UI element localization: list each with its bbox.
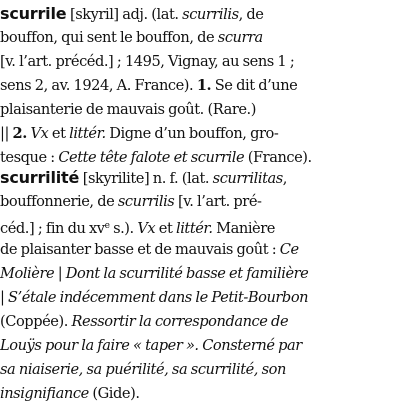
text-segment: scurrilis xyxy=(182,6,239,23)
text-segment: bouffonnerie, de xyxy=(0,193,118,210)
headword: scurrile xyxy=(0,4,67,23)
text-segment: || xyxy=(0,125,13,142)
text-segment: (France). xyxy=(244,149,312,166)
text-segment: insignifiance xyxy=(0,385,89,402)
text-segment: littér. xyxy=(175,220,213,237)
entry-line xyxy=(0,2,401,26)
text-segment: Ce xyxy=(279,241,299,258)
entry-line xyxy=(0,262,401,286)
entry-line xyxy=(0,334,401,358)
text-segment: Digne d’un bouffon, gro- xyxy=(105,125,279,142)
entry-line xyxy=(0,50,401,74)
text-segment: céd.] ; fin du xv xyxy=(0,220,105,237)
entry-line xyxy=(0,382,401,406)
entry-line xyxy=(0,74,401,98)
text-segment: Manière xyxy=(212,220,275,237)
text-segment: Se dit d’une xyxy=(211,77,298,94)
entry-line xyxy=(0,358,401,382)
text-segment: sens 2, av. 1924, A. France). xyxy=(0,77,197,94)
text-segment: Louÿs pour la faire « taper ». Consterné par xyxy=(0,337,302,354)
text-segment: [skyril] adj. (lat. xyxy=(66,6,183,23)
text-segment: e xyxy=(104,221,110,231)
text-segment: scurra xyxy=(217,29,263,46)
headword: scurrilité xyxy=(0,168,80,187)
entry-line xyxy=(0,310,401,334)
entry-line xyxy=(0,26,401,50)
text-segment: 1. xyxy=(196,77,212,94)
text-segment: littér. xyxy=(69,125,106,142)
text-segment: sa niaiserie, sa puérilité, sa scurrilité, son xyxy=(0,361,286,378)
text-segment: (Gide). xyxy=(88,385,140,402)
text-segment: bouffon, qui sent le bouffon, de xyxy=(0,29,218,46)
text-segment: scurrilitas xyxy=(212,170,283,187)
text-segment: de plaisanter basse et de mauvais goût : xyxy=(0,241,280,258)
entry-line xyxy=(0,214,401,238)
text-segment: et xyxy=(48,125,70,142)
text-segment: [v. l’art. précéd.] ; 1495, Vignay, au sens 1 ; xyxy=(0,53,295,70)
entry-line xyxy=(0,166,401,190)
entry-line xyxy=(0,122,401,146)
text-segment: | S’étale indécemment dans le Petit-Bourbon xyxy=(0,289,309,306)
text-segment: Ressortir la correspondance de xyxy=(71,313,289,330)
entry-line xyxy=(0,238,401,262)
text-segment: , de xyxy=(238,6,264,23)
text-segment: et xyxy=(155,220,176,237)
text-segment: tesque : xyxy=(0,149,59,166)
text-segment: Molière | Dont la scurrilité basse et familière xyxy=(0,265,309,282)
text-segment: s.). xyxy=(109,220,138,237)
text-segment: scurrilis xyxy=(117,193,175,210)
entry-line xyxy=(0,98,401,122)
text-segment: Vx xyxy=(137,220,156,237)
text-segment: Cette tête falote et scurrile xyxy=(58,149,245,166)
entry-line xyxy=(0,190,401,214)
text-segment: [skyrilite] n. f. (lat. xyxy=(79,170,213,187)
entry-line xyxy=(0,286,401,310)
text-segment: , xyxy=(282,170,287,187)
text-segment: Vx xyxy=(30,125,49,142)
text-segment: 2. xyxy=(12,125,27,142)
text-segment: plaisanterie de mauvais goût. (Rare.) xyxy=(0,101,256,118)
text-segment: (Coppée). xyxy=(0,313,72,330)
text-segment: [v. l’art. pré- xyxy=(174,193,262,210)
